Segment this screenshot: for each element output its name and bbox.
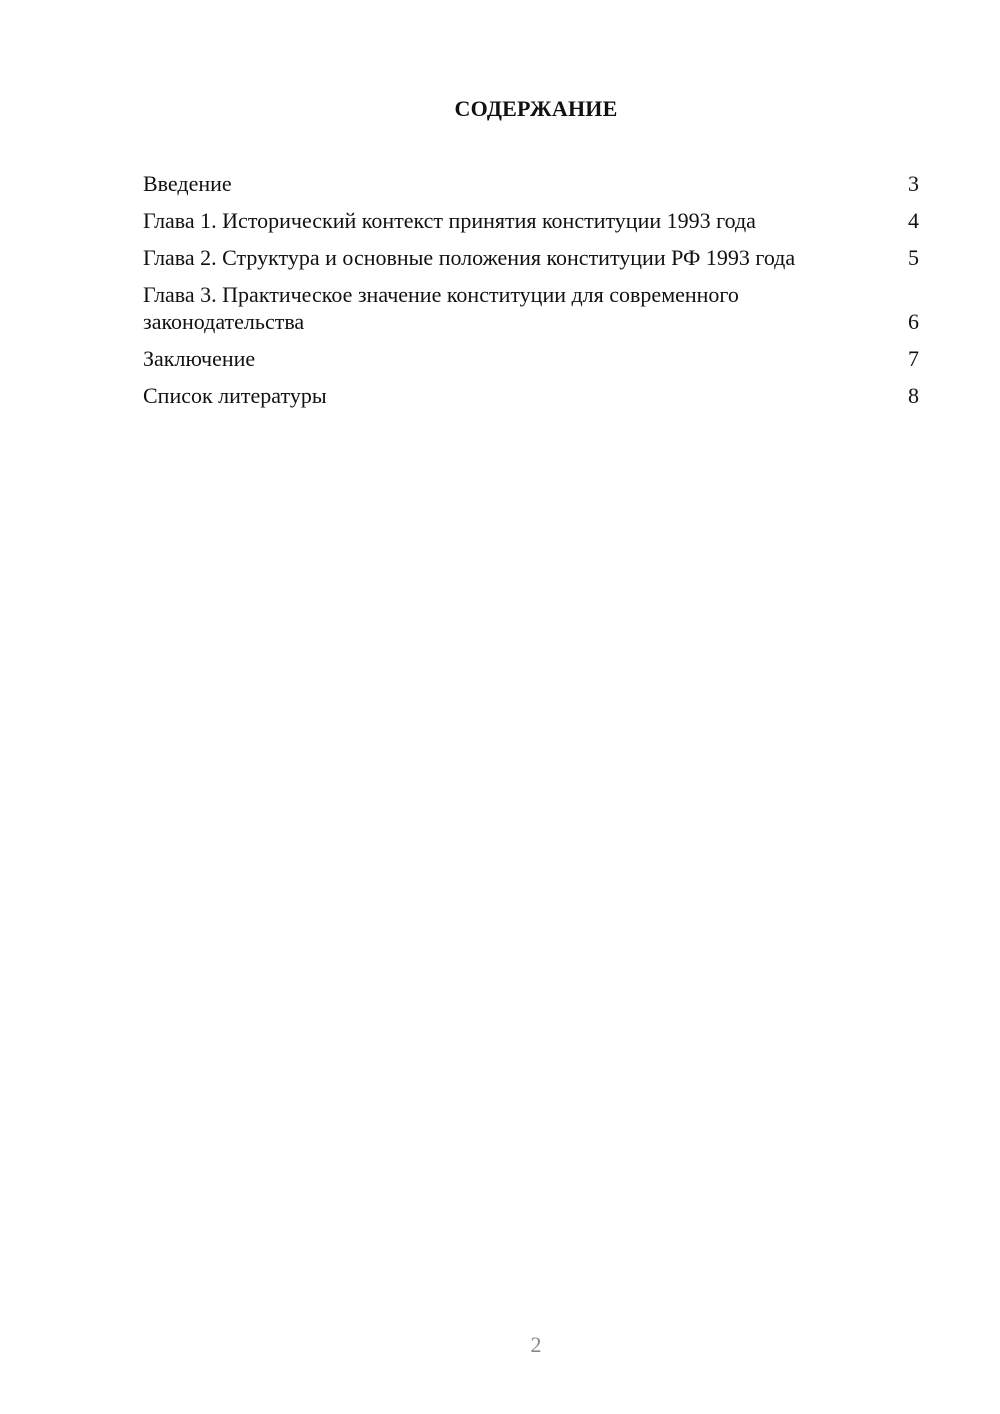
toc-entry-chapter-1 <box>143 207 919 234</box>
page-number: 2 <box>530 1332 542 1357</box>
toc-entry-bibliography <box>143 382 919 409</box>
toc-entry-page: 8 <box>908 383 919 408</box>
toc-entry-page: 5 <box>908 245 919 270</box>
toc-entry-introduction <box>143 170 919 197</box>
toc-entry-title: Глава 2. Структура и основные положения конституции РФ 1993 года <box>143 245 796 270</box>
toc-entry-conclusion <box>143 345 919 372</box>
toc-entry-title: Глава 1. Исторический контекст принятия конституции 1993 года <box>143 208 756 233</box>
toc-entry-page: 7 <box>908 346 919 371</box>
toc-entry-title: Введение <box>143 171 232 196</box>
toc-entry-page: 6 <box>908 309 919 334</box>
toc-entry-title: Заключение <box>143 346 256 371</box>
toc-entry-title: Глава 3. Практическое значение конституции для современного законодательства <box>143 282 739 334</box>
toc-entry-chapter-2 <box>143 244 919 271</box>
toc-entry-chapter-3 <box>143 281 919 335</box>
toc-entry-page: 4 <box>908 208 919 233</box>
table-of-contents <box>143 170 919 419</box>
toc-heading: СОДЕРЖАНИЕ <box>454 96 618 121</box>
toc-entry-title: Список литературы <box>143 383 327 408</box>
toc-entry-page: 3 <box>908 171 919 196</box>
